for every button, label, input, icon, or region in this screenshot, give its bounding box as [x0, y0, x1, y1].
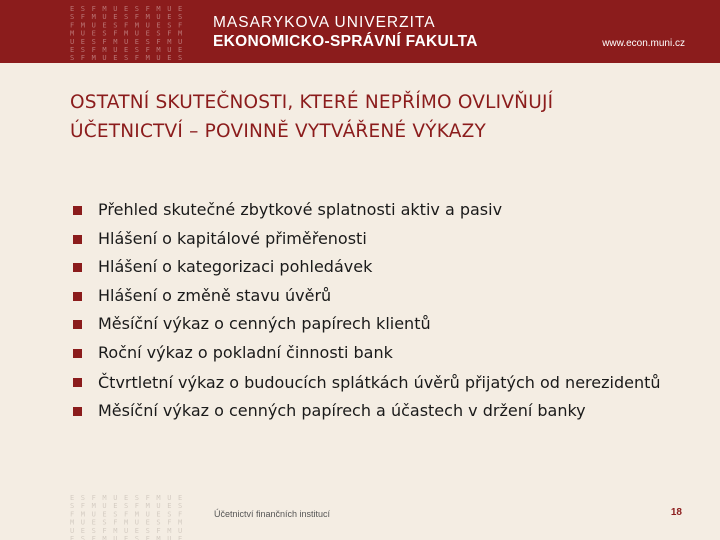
list-item: Roční výkaz o pokladní činnosti bank: [72, 339, 672, 368]
pattern-glyph: S: [178, 502, 183, 511]
pattern-glyph: E: [124, 494, 129, 502]
pattern-glyph: U: [70, 37, 75, 46]
pattern-glyph: S: [80, 46, 86, 54]
pattern-glyph: F: [80, 13, 86, 22]
slide-title: [70, 88, 690, 146]
pattern-glyph: U: [178, 37, 183, 46]
page-number: 18: [670, 507, 682, 518]
pattern-glyph: E: [167, 13, 172, 22]
pattern-glyph: E: [178, 494, 183, 502]
pattern-glyph: F: [113, 518, 118, 527]
pattern-glyph: S: [178, 13, 183, 22]
pattern-glyph: M: [178, 29, 183, 38]
pattern-glyph: U: [167, 494, 172, 502]
pattern-glyph: M: [102, 494, 107, 502]
square-bullet-icon: [73, 206, 82, 215]
pattern-glyph: S: [102, 29, 107, 38]
website-url[interactable]: www.econ.muni.cz: [602, 38, 685, 49]
pattern-glyph: S: [70, 502, 75, 511]
pattern-glyph: U: [113, 535, 118, 540]
pattern-glyph: S: [80, 535, 86, 540]
square-bullet-icon: [73, 378, 82, 387]
pattern-glyph: E: [102, 21, 107, 30]
pattern-glyph: S: [178, 54, 183, 61]
pattern-glyph: E: [113, 502, 118, 511]
pattern-glyph: S: [167, 21, 172, 30]
pattern-glyph: U: [134, 29, 140, 38]
square-bullet-icon: [73, 292, 82, 301]
pattern-glyph: S: [91, 37, 96, 46]
pattern-glyph: F: [167, 29, 172, 38]
list-item: Měsíční výkaz o cenných papírech a účastech v držení banky: [72, 397, 672, 426]
pattern-glyph: E: [91, 518, 96, 527]
pattern-glyph: F: [167, 518, 172, 527]
pattern-glyph: S: [124, 54, 129, 61]
pattern-glyph: U: [134, 518, 140, 527]
pattern-glyph: F: [91, 494, 96, 502]
pattern-glyph: S: [102, 518, 107, 527]
pattern-glyph: S: [156, 518, 161, 527]
pattern-glyph: M: [70, 29, 75, 38]
university-name: MASARYKOVA UNIVERZITA: [213, 14, 436, 31]
pattern-glyph: F: [102, 37, 107, 46]
list-item: Čtvrtletní výkaz o budoucích splátkách úvěrů přijatých od nerezidentů: [72, 368, 672, 397]
pattern-glyph: E: [167, 54, 172, 61]
pattern-glyph: E: [145, 518, 150, 527]
pattern-glyph: M: [102, 5, 107, 13]
pattern-glyph: F: [70, 21, 75, 30]
pattern-glyph: U: [70, 526, 75, 535]
pattern-glyph: S: [70, 13, 75, 22]
header-bar: [0, 0, 720, 63]
pattern-glyph: U: [80, 29, 86, 38]
pattern-glyph: F: [124, 21, 129, 30]
pattern-glyph: S: [80, 494, 86, 502]
pattern-glyph: M: [91, 54, 96, 61]
pattern-glyph: F: [134, 13, 140, 22]
list-item: Hlášení o kategorizaci pohledávek: [72, 253, 672, 282]
pattern-glyph: U: [102, 13, 107, 22]
pattern-glyph: U: [113, 494, 118, 502]
pattern-glyph: M: [145, 502, 150, 511]
pattern-glyph: E: [167, 502, 172, 511]
pattern-glyph: F: [70, 510, 75, 519]
footer-pattern-logo: [68, 492, 188, 540]
pattern-glyph: E: [156, 510, 161, 519]
pattern-glyph: E: [91, 29, 96, 38]
pattern-glyph: M: [156, 46, 161, 54]
pattern-glyph: F: [145, 5, 150, 13]
pattern-glyph: F: [102, 526, 107, 535]
pattern-glyph: U: [113, 5, 118, 13]
pattern-glyph: S: [167, 510, 172, 519]
pattern-glyph: S: [156, 29, 161, 38]
list-item: Přehled skutečné zbytkové splatnosti aktiv a pasiv: [72, 196, 672, 225]
pattern-glyph: F: [91, 5, 96, 13]
pattern-glyph: E: [70, 535, 75, 540]
pattern-glyph: M: [102, 46, 107, 54]
pattern-glyph: U: [145, 21, 150, 30]
pattern-glyph: M: [145, 13, 150, 22]
pattern-glyph: U: [167, 46, 172, 54]
pattern-glyph: S: [134, 46, 140, 54]
footer-course-name: Účetnictví finančních institucí: [214, 509, 331, 519]
pattern-glyph: U: [178, 526, 183, 535]
list-item: Měsíční výkaz o cenných papírech klientů: [72, 310, 672, 339]
pattern-glyph: S: [80, 5, 86, 13]
pattern-glyph: E: [178, 535, 183, 540]
pattern-glyph: U: [80, 518, 86, 527]
pattern-glyph: M: [113, 526, 118, 535]
pattern-glyph: U: [102, 502, 107, 511]
pattern-glyph: S: [91, 526, 96, 535]
pattern-glyph: E: [178, 46, 183, 54]
pattern-glyph: S: [134, 494, 140, 502]
pattern-glyph: S: [134, 535, 140, 540]
pattern-glyph: M: [156, 494, 161, 502]
pattern-glyph: M: [113, 37, 118, 46]
pattern-glyph: E: [113, 13, 118, 22]
pattern-glyph: U: [91, 21, 96, 30]
pattern-glyph: U: [124, 526, 129, 535]
pattern-glyph: U: [113, 46, 118, 54]
list-item: Hlášení o kapitálové přiměřenosti: [72, 225, 672, 254]
pattern-glyph: S: [124, 13, 129, 22]
slide-title-line-2: ÚČETNICTVÍ – POVINNĚ VYTVÁŘENÉ VÝKAZY: [70, 121, 486, 142]
pattern-glyph: M: [145, 54, 150, 61]
pattern-glyph: F: [145, 494, 150, 502]
faculty-pattern-logo: [68, 3, 188, 61]
pattern-glyph: S: [70, 54, 75, 61]
pattern-glyph: E: [145, 29, 150, 38]
pattern-glyph: U: [167, 5, 172, 13]
pattern-glyph: E: [80, 526, 86, 535]
faculty-name: EKONOMICKO-SPRÁVNÍ FAKULTA: [213, 33, 478, 50]
square-bullet-icon: [73, 235, 82, 244]
pattern-glyph: E: [134, 37, 140, 46]
pattern-glyph: F: [91, 46, 96, 54]
slide-title-line-1: OSTATNÍ SKUTEČNOSTI, KTERÉ NEPŘÍMO OVLIVŇUJÍ: [70, 92, 554, 113]
pattern-glyph: E: [70, 46, 75, 54]
pattern-glyph: F: [134, 502, 140, 511]
square-bullet-icon: [73, 320, 82, 329]
bullet-list: [72, 196, 672, 425]
pattern-glyph: E: [124, 5, 129, 13]
pattern-glyph: F: [156, 526, 161, 535]
pattern-glyph: F: [145, 535, 150, 540]
pattern-glyph: E: [113, 54, 118, 61]
pattern-glyph: F: [80, 54, 86, 61]
pattern-glyph: F: [156, 37, 161, 46]
pattern-glyph: M: [156, 5, 161, 13]
pattern-glyph: S: [145, 37, 150, 46]
pattern-glyph: E: [156, 21, 161, 30]
pattern-glyph: M: [134, 21, 140, 30]
pattern-glyph: M: [91, 13, 96, 22]
pattern-glyph: M: [102, 535, 107, 540]
pattern-glyph: U: [91, 510, 96, 519]
pattern-glyph: M: [167, 37, 172, 46]
pattern-glyph: F: [178, 510, 183, 519]
pattern-glyph: F: [80, 502, 86, 511]
square-bullet-icon: [73, 407, 82, 416]
pattern-glyph: F: [145, 46, 150, 54]
pattern-glyph: U: [156, 13, 161, 22]
list-item: Hlášení o změně stavu úvěrů: [72, 282, 672, 311]
pattern-glyph: S: [124, 502, 129, 511]
pattern-glyph: U: [124, 37, 129, 46]
pattern-glyph: F: [91, 535, 96, 540]
pattern-glyph: F: [134, 54, 140, 61]
pattern-glyph: M: [70, 518, 75, 527]
square-bullet-icon: [73, 263, 82, 272]
pattern-glyph: M: [156, 535, 161, 540]
pattern-glyph: M: [124, 29, 129, 38]
pattern-glyph: M: [80, 510, 86, 519]
square-bullet-icon: [73, 349, 82, 358]
pattern-glyph: E: [124, 46, 129, 54]
pattern-glyph: M: [124, 518, 129, 527]
pattern-glyph: M: [167, 526, 172, 535]
pattern-glyph: U: [167, 535, 172, 540]
pattern-glyph: M: [178, 518, 183, 527]
pattern-glyph: U: [102, 54, 107, 61]
pattern-glyph: E: [134, 526, 140, 535]
pattern-glyph: E: [70, 5, 75, 13]
pattern-glyph: F: [178, 21, 183, 30]
pattern-glyph: E: [70, 494, 75, 502]
pattern-glyph: S: [113, 21, 118, 30]
pattern-glyph: F: [124, 510, 129, 519]
pattern-glyph: F: [113, 29, 118, 38]
pattern-glyph: E: [124, 535, 129, 540]
pattern-glyph: U: [145, 510, 150, 519]
pattern-glyph: E: [80, 37, 86, 46]
pattern-glyph: E: [102, 510, 107, 519]
pattern-glyph: M: [134, 510, 140, 519]
pattern-glyph: S: [145, 526, 150, 535]
pattern-glyph: U: [156, 54, 161, 61]
pattern-glyph: U: [156, 502, 161, 511]
pattern-glyph: M: [80, 21, 86, 30]
pattern-glyph: S: [134, 5, 140, 13]
pattern-glyph: S: [113, 510, 118, 519]
pattern-glyph: E: [178, 5, 183, 13]
pattern-glyph: M: [91, 502, 96, 511]
